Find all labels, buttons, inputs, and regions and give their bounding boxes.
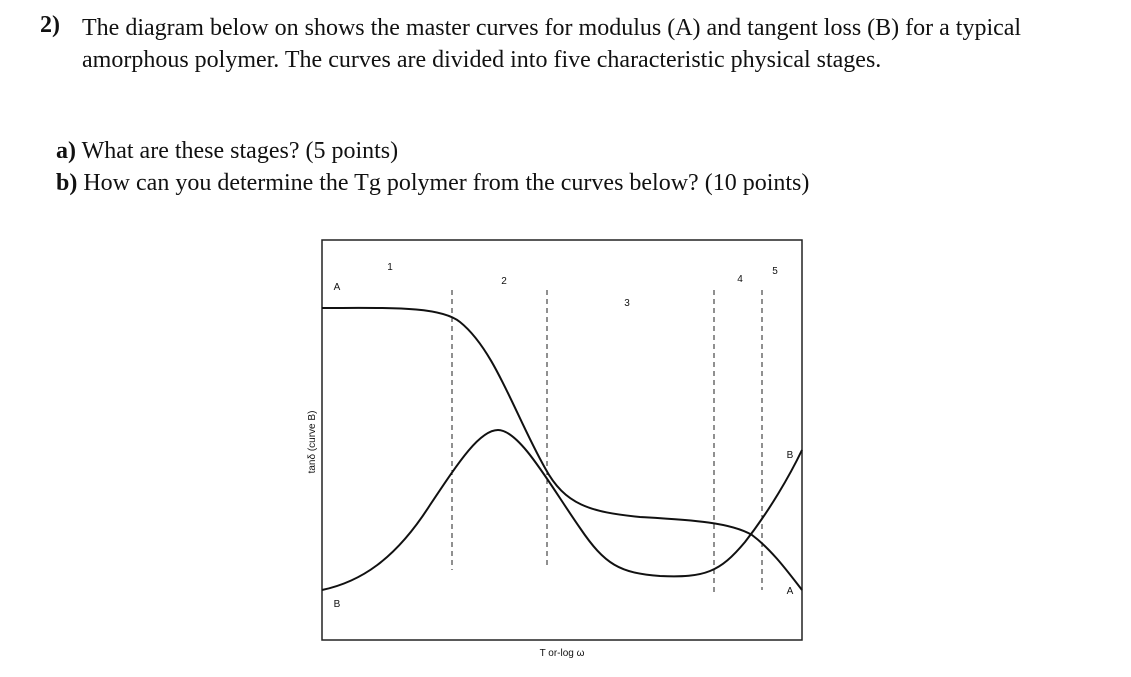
curve-b-label-top: B [786, 450, 794, 461]
part-a-text: What are these stages? (5 points) [81, 138, 399, 164]
part-a-label: a) [56, 138, 76, 164]
question-number: 2) [40, 12, 60, 38]
part-b-label: b) [56, 170, 78, 196]
curve-b-tan-delta [322, 430, 802, 590]
plot-frame [322, 240, 802, 640]
stage-label-3: 3 [624, 298, 630, 309]
curve-a-modulus [322, 308, 802, 590]
y-axis-label: tanδ (curve B) [307, 410, 318, 474]
curve-a-label-top: A [333, 282, 341, 293]
stage-label-5: 5 [772, 266, 778, 277]
curve-b-label-bottom: B [333, 599, 341, 610]
curve-a-label-bottom: A [786, 586, 794, 597]
stage-label-2: 2 [501, 276, 507, 287]
part-b-text: How can you determine the Tg polymer from the curves below? (10 points) [83, 170, 810, 196]
question-text: The diagram below on shows the master curves for modulus (A) and tangent loss (B) for a typical amorphous polymer. The curves are divided into five characteristic physical stages. [82, 15, 1022, 73]
stage-label-4: 4 [737, 274, 743, 285]
x-axis-label: T or-log ω [539, 648, 585, 659]
stage-label-1: 1 [387, 262, 393, 273]
